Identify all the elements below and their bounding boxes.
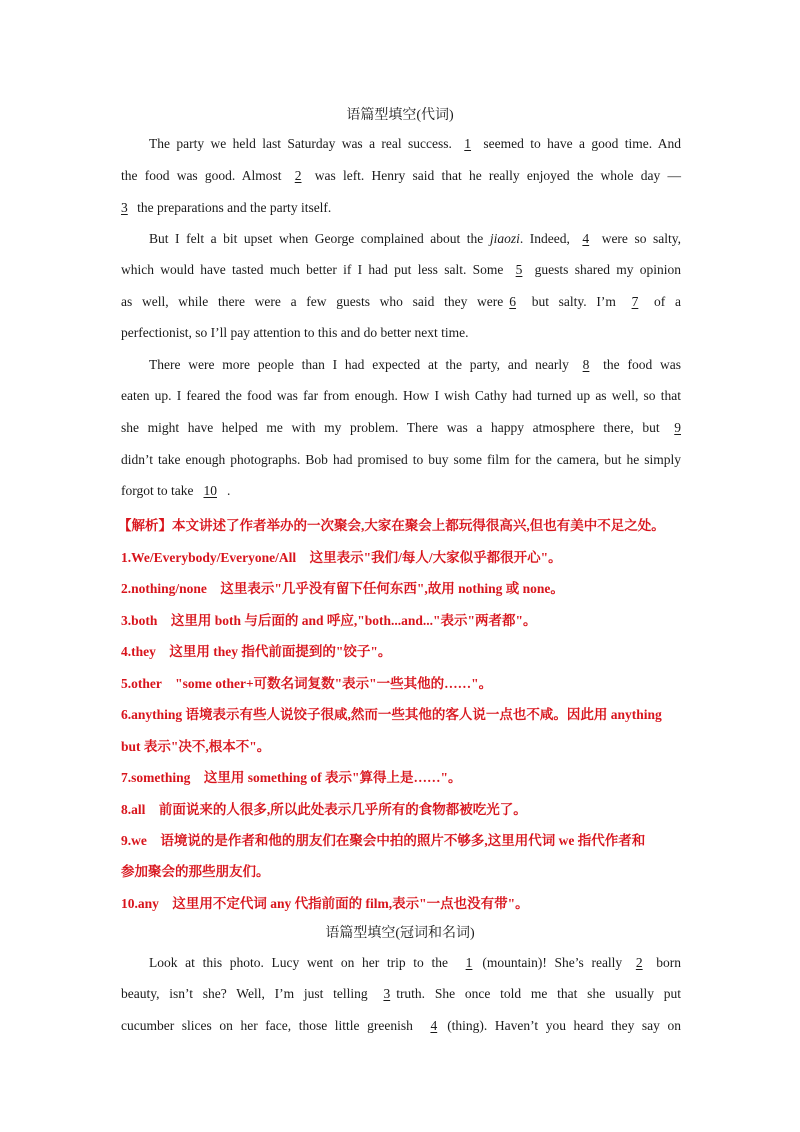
blank-3: 3 [383,986,391,1001]
text-span: The party we held last Saturday was a real success. [149,136,459,151]
analysis-item: 9.we 语境说的是作者和他的朋友们在聚会中拍的照片不够多,这里用代词 we 指代作者和 [121,833,646,848]
paragraph-line [121,168,681,184]
blank-7: 7 [631,294,639,309]
text-span: (mountain)! She’s really [482,955,630,970]
text-span: but salty. I’m [522,294,626,309]
analysis-item: 2.nothing/none 这里表示"几乎没有留下任何东西",故用 nothing 或 none。 [121,581,564,596]
analysis-item: 参加聚会的那些朋友们。 [121,864,270,879]
text-span: seemed to have a good time. And [477,136,681,151]
text-span: But I felt a bit upset when George complained about the [149,231,490,246]
paragraph-line: perfectionist, so I’ll pay attention to this and do better next time. [121,325,469,340]
text-span: (thing). Haven’t you heard they say on [447,1018,681,1033]
analysis-item: 8.all 前面说来的人很多,所以此处表示几乎所有的食物都被吃光了。 [121,802,527,817]
blank-2: 2 [294,168,302,183]
blank-6: 6 [509,294,517,309]
paragraph-line: eaten up. I feared the food was far from enough. How I wish Cathy had turned up as well, so that [121,388,681,403]
analysis-intro: 【解析】本文讲述了作者举办的一次聚会,大家在聚会上都玩得很高兴,但也有美中不足之处。 [118,518,665,533]
analysis-item: 7.something 这里用 something of 表示"算得上是……"。 [121,770,462,785]
paragraph-line [121,986,681,1002]
text-span: the preparations and the party itself. [133,200,332,215]
analysis-item: 3.both 这里用 both 与后面的 and 呼应,"both...and..."表示"两者都"。 [121,613,537,628]
section-title-articles-nouns: 语篇型填空(冠词和名词) [325,926,475,941]
text-span: guests shared my opinion [528,262,681,277]
paragraph-line [121,294,681,310]
text-span: were so salty, [595,231,681,246]
blank-10: 10 [203,483,217,498]
text-span: was left. Henry said that he really enjoyed the whole day — [307,168,681,183]
analysis-item: 6.anything 语境表示有些人说饺子很咸,然而一些其他的客人说一点也不咸。因此用 anything [121,707,662,722]
analysis-item: 10.any 这里用不定代词 any 代指前面的 film,表示"一点也没有带"。 [121,896,529,911]
analysis-item: but 表示"决不,根本不"。 [121,739,271,754]
blank-3: 3 [121,200,128,215]
paragraph-line [121,262,681,278]
text-span: of a [644,294,681,309]
blank-4: 4 [430,1018,438,1033]
paragraph-line [149,231,681,247]
text-span: the food was good. Almost [121,168,289,183]
text-span: which would have tasted much better if I had put less salt. Some [121,262,510,277]
paragraph-line [149,955,681,971]
text-span-italic: jiaozi [489,231,520,246]
text-span: . [226,483,231,498]
analysis-item: 4.they 这里用 they 指代前面提到的"饺子"。 [121,644,392,659]
text-span: forgot to take [121,483,194,498]
blank-2: 2 [635,955,643,970]
paragraph-line [121,1018,681,1034]
paragraph-line [121,420,681,436]
analysis-item: 5.other "some other+可数名词复数"表示"一些其他的……"。 [121,676,493,691]
paragraph-line: didn’t take enough photographs. Bob had promised to buy some film for the camera, but he simply [121,452,681,467]
blank-5: 5 [515,262,523,277]
blank-4: 4 [582,231,590,246]
text-span: . Indeed, [519,231,577,246]
paragraph-line [149,357,681,373]
blank-1: 1 [464,136,472,151]
analysis-item: 1.We/Everybody/Everyone/All 这里表示"我们/每人/大家似乎都很开心"。 [121,550,562,565]
section-title-pronouns: 语篇型填空(代词) [346,108,454,123]
text-span: the food was [595,357,682,372]
text-span: truth. She once told me that she usually put [396,986,681,1001]
text-span: beauty, isn’t she? Well, I’m just telling [121,986,378,1001]
paragraph-line [121,483,681,499]
text-span: as well, while there were a few guests who said they were [121,294,504,309]
text-span: cucumber slices on her face, those little greenish [121,1018,421,1033]
blank-8: 8 [582,357,590,372]
text-span: born [648,955,682,970]
text-span: she might have helped me with my problem. There was a happy atmosphere there, but [121,420,669,435]
paragraph-line [121,200,681,216]
blank-1: 1 [465,955,473,970]
blank-9: 9 [674,420,681,435]
paragraph-line [149,136,681,152]
text-span: There were more people than I had expected at the party, and nearly [149,357,577,372]
text-span: Look at this photo. Lucy went on her trip to the [149,955,456,970]
